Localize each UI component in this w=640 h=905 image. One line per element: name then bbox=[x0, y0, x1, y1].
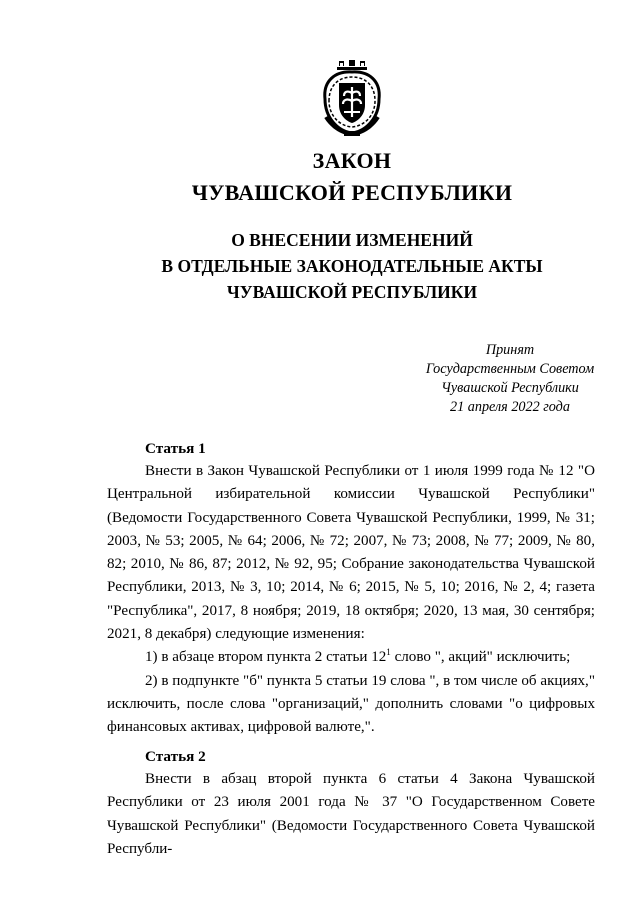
adoption-note bbox=[410, 341, 610, 417]
article-1-item-1 bbox=[107, 646, 595, 669]
adoption-line-3: Чувашской Республики bbox=[441, 380, 579, 396]
coat-of-arms-emblem bbox=[317, 59, 387, 139]
item-1-text: 1) в абзаце втором пункта 2 статьи 12 bbox=[145, 649, 387, 666]
article-1-body bbox=[107, 460, 595, 740]
adoption-line-2: Государственным Советом bbox=[425, 361, 595, 377]
article-1-intro: Внести в Закон Чувашской Республики от 1 июля 1999 года № 12 "О Центральной избирательной комиссии Чувашской Республики" (Ведомости Государственного Совета Чувашской Республики, 1999, № 31; 2003, № 53; 2005, № 64; 2006, № 72; 2007, № 73; 2008, № 77; 2009, № 80, 82; 2010, № 86, 87; 2012, № 92, 95; Собрание законодательства Чувашской Республики, 2013, № 3, 10; 2014, № 6; 2015, № 5, 10; 2016, № 2, 4; газета "Республика", 2017, 8 ноября; 2019, 18 октября; 2020, 13 мая, 30 сентября; 2021, 8 декабря) следующие изменения: bbox=[107, 463, 595, 643]
adoption-date: 21 апреля 2022 года bbox=[450, 399, 570, 415]
law-title: ЗАКОН bbox=[312, 148, 392, 173]
item-1-superscript: 1 bbox=[386, 647, 391, 658]
article-2-intro: Внести в абзац второй пункта 6 статьи 4 Закона Чувашской Республики от 23 июля 2001 года № 37 "О Государственном Совете Чувашской Республики" (Ведомости Государственного Совета Чувашской Республи- bbox=[107, 771, 595, 857]
article-1-item-2: 2) в подпункте "б" пункта 5 статьи 19 слова ", в том числе об акциях," исключить, после слова "организаций," дополнить словами "о цифровых финансовых активах, цифровой валюте,". bbox=[107, 672, 595, 736]
adoption-line-1: Принят bbox=[485, 342, 535, 358]
article-2-heading: Статья 2 bbox=[145, 748, 206, 765]
law-subtitle-line2: В ОТДЕЛЬНЫЕ ЗАКОНОДАТЕЛЬНЫЕ АКТЫ bbox=[161, 256, 543, 276]
law-title-republic: ЧУВАШСКОЙ РЕСПУБЛИКИ bbox=[191, 180, 513, 205]
law-subtitle-line3: ЧУВАШСКОЙ РЕСПУБЛИКИ bbox=[226, 282, 478, 302]
article-1-heading: Статья 1 bbox=[145, 440, 206, 457]
item-1-tail: слово ", акций" исключить; bbox=[390, 649, 571, 666]
article-2-body bbox=[107, 768, 595, 861]
law-subtitle-line1: О ВНЕСЕНИИ ИЗМЕНЕНИЙ bbox=[231, 230, 473, 250]
